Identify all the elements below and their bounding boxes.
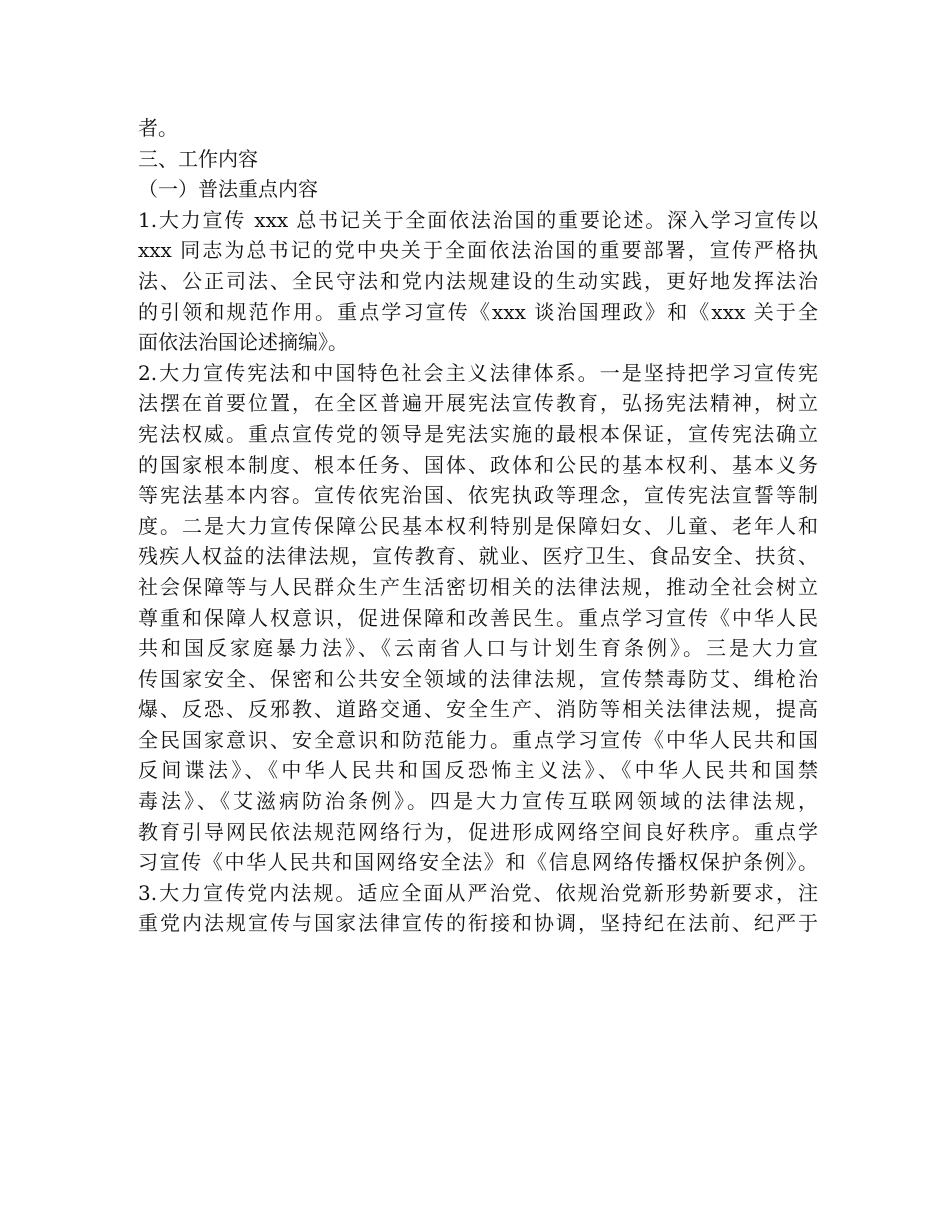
text-line: 尊重和保障人权意识，促进保障和改善民生。重点学习宣传《中华人民 <box>138 605 818 630</box>
text-line: 爆、反恐、反邪教、道路交通、安全生产、消防等相关法律法规，提高 <box>138 697 818 722</box>
text-line: 毒法》、《艾滋病防治条例》。四是大力宣传互联网领域的法律法规， <box>138 789 818 814</box>
text-line: 传国家安全、保密和公共安全领域的法律法规，宣传禁毒防艾、缉枪治 <box>138 666 818 691</box>
text-line: 法、公正司法、全民守法和党内法规建设的生动实践，更好地发挥法治 <box>138 268 818 293</box>
text-line: 全民国家意识、安全意识和防范能力。重点学习宣传《中华人民共和国 <box>138 727 818 752</box>
text-line: 反间谍法》、《中华人民共和国反恐怖主义法》、《中华人民共和国禁 <box>138 758 818 783</box>
text-line: 等宪法基本内容。宣传依宪治国、依宪执政等理念，宣传宪法宣誓等制 <box>138 483 818 508</box>
text-line: 2.大力宣传宪法和中国特色社会主义法律体系。一是坚持把学习宣传宪 <box>138 360 818 385</box>
text-line: 残疾人权益的法律法规，宣传教育、就业、医疗卫生、食品安全、扶贫、 <box>138 544 818 569</box>
text-line: 共和国反家庭暴力法》、《云南省人口与计划生育条例》。三是大力宣 <box>138 636 818 661</box>
text-line: xxx 同志为总书记的党中央关于全面依法治国的重要部署，宣传严格执 <box>138 238 818 263</box>
subsection-heading: （一）普法重点内容 <box>138 177 318 202</box>
text-line: 面依法治国论述摘编》。 <box>138 330 348 355</box>
text-line: 1.大力宣传 xxx 总书记关于全面依法治国的重要论述。深入学习宣传以 <box>138 207 818 232</box>
text-line: 习宣传《中华人民共和国网络安全法》和《信息网络传播权保护条例》。 <box>138 850 818 875</box>
text-line: 教育引导网民依法规范网络行为，促进形成网络空间良好秩序。重点学 <box>138 819 818 844</box>
text-line: 度。二是大力宣传保障公民基本权利特别是保障妇女、儿童、老年人和 <box>138 513 818 538</box>
text-line: 宪法权威。重点宣传党的领导是宪法实施的最根本保证，宣传宪法确立 <box>138 421 818 446</box>
text-line: 者。 <box>138 116 178 140</box>
text-line: 重党内法规宣传与国家法律宣传的衔接和协调，坚持纪在法前、纪严于 <box>138 911 818 936</box>
text-line: 的国家根本制度、根本任务、国体、政体和公民的基本权利、基本义务 <box>138 452 818 477</box>
document-page <box>138 113 818 939</box>
text-line: 3.大力宣传党内法规。适应全面从严治党、依规治党新形势新要求，注 <box>138 880 818 905</box>
text-line: 社会保障等与人民群众生产生活密切相关的法律法规，推动全社会树立 <box>138 574 818 599</box>
text-line: 法摆在首要位置，在全区普遍开展宪法宣传教育，弘扬宪法精神，树立 <box>138 391 818 416</box>
text-line: 的引领和规范作用。重点学习宣传《xxx 谈治国理政》和《xxx 关于全 <box>138 299 818 324</box>
section-heading: 三、工作内容 <box>138 146 258 171</box>
